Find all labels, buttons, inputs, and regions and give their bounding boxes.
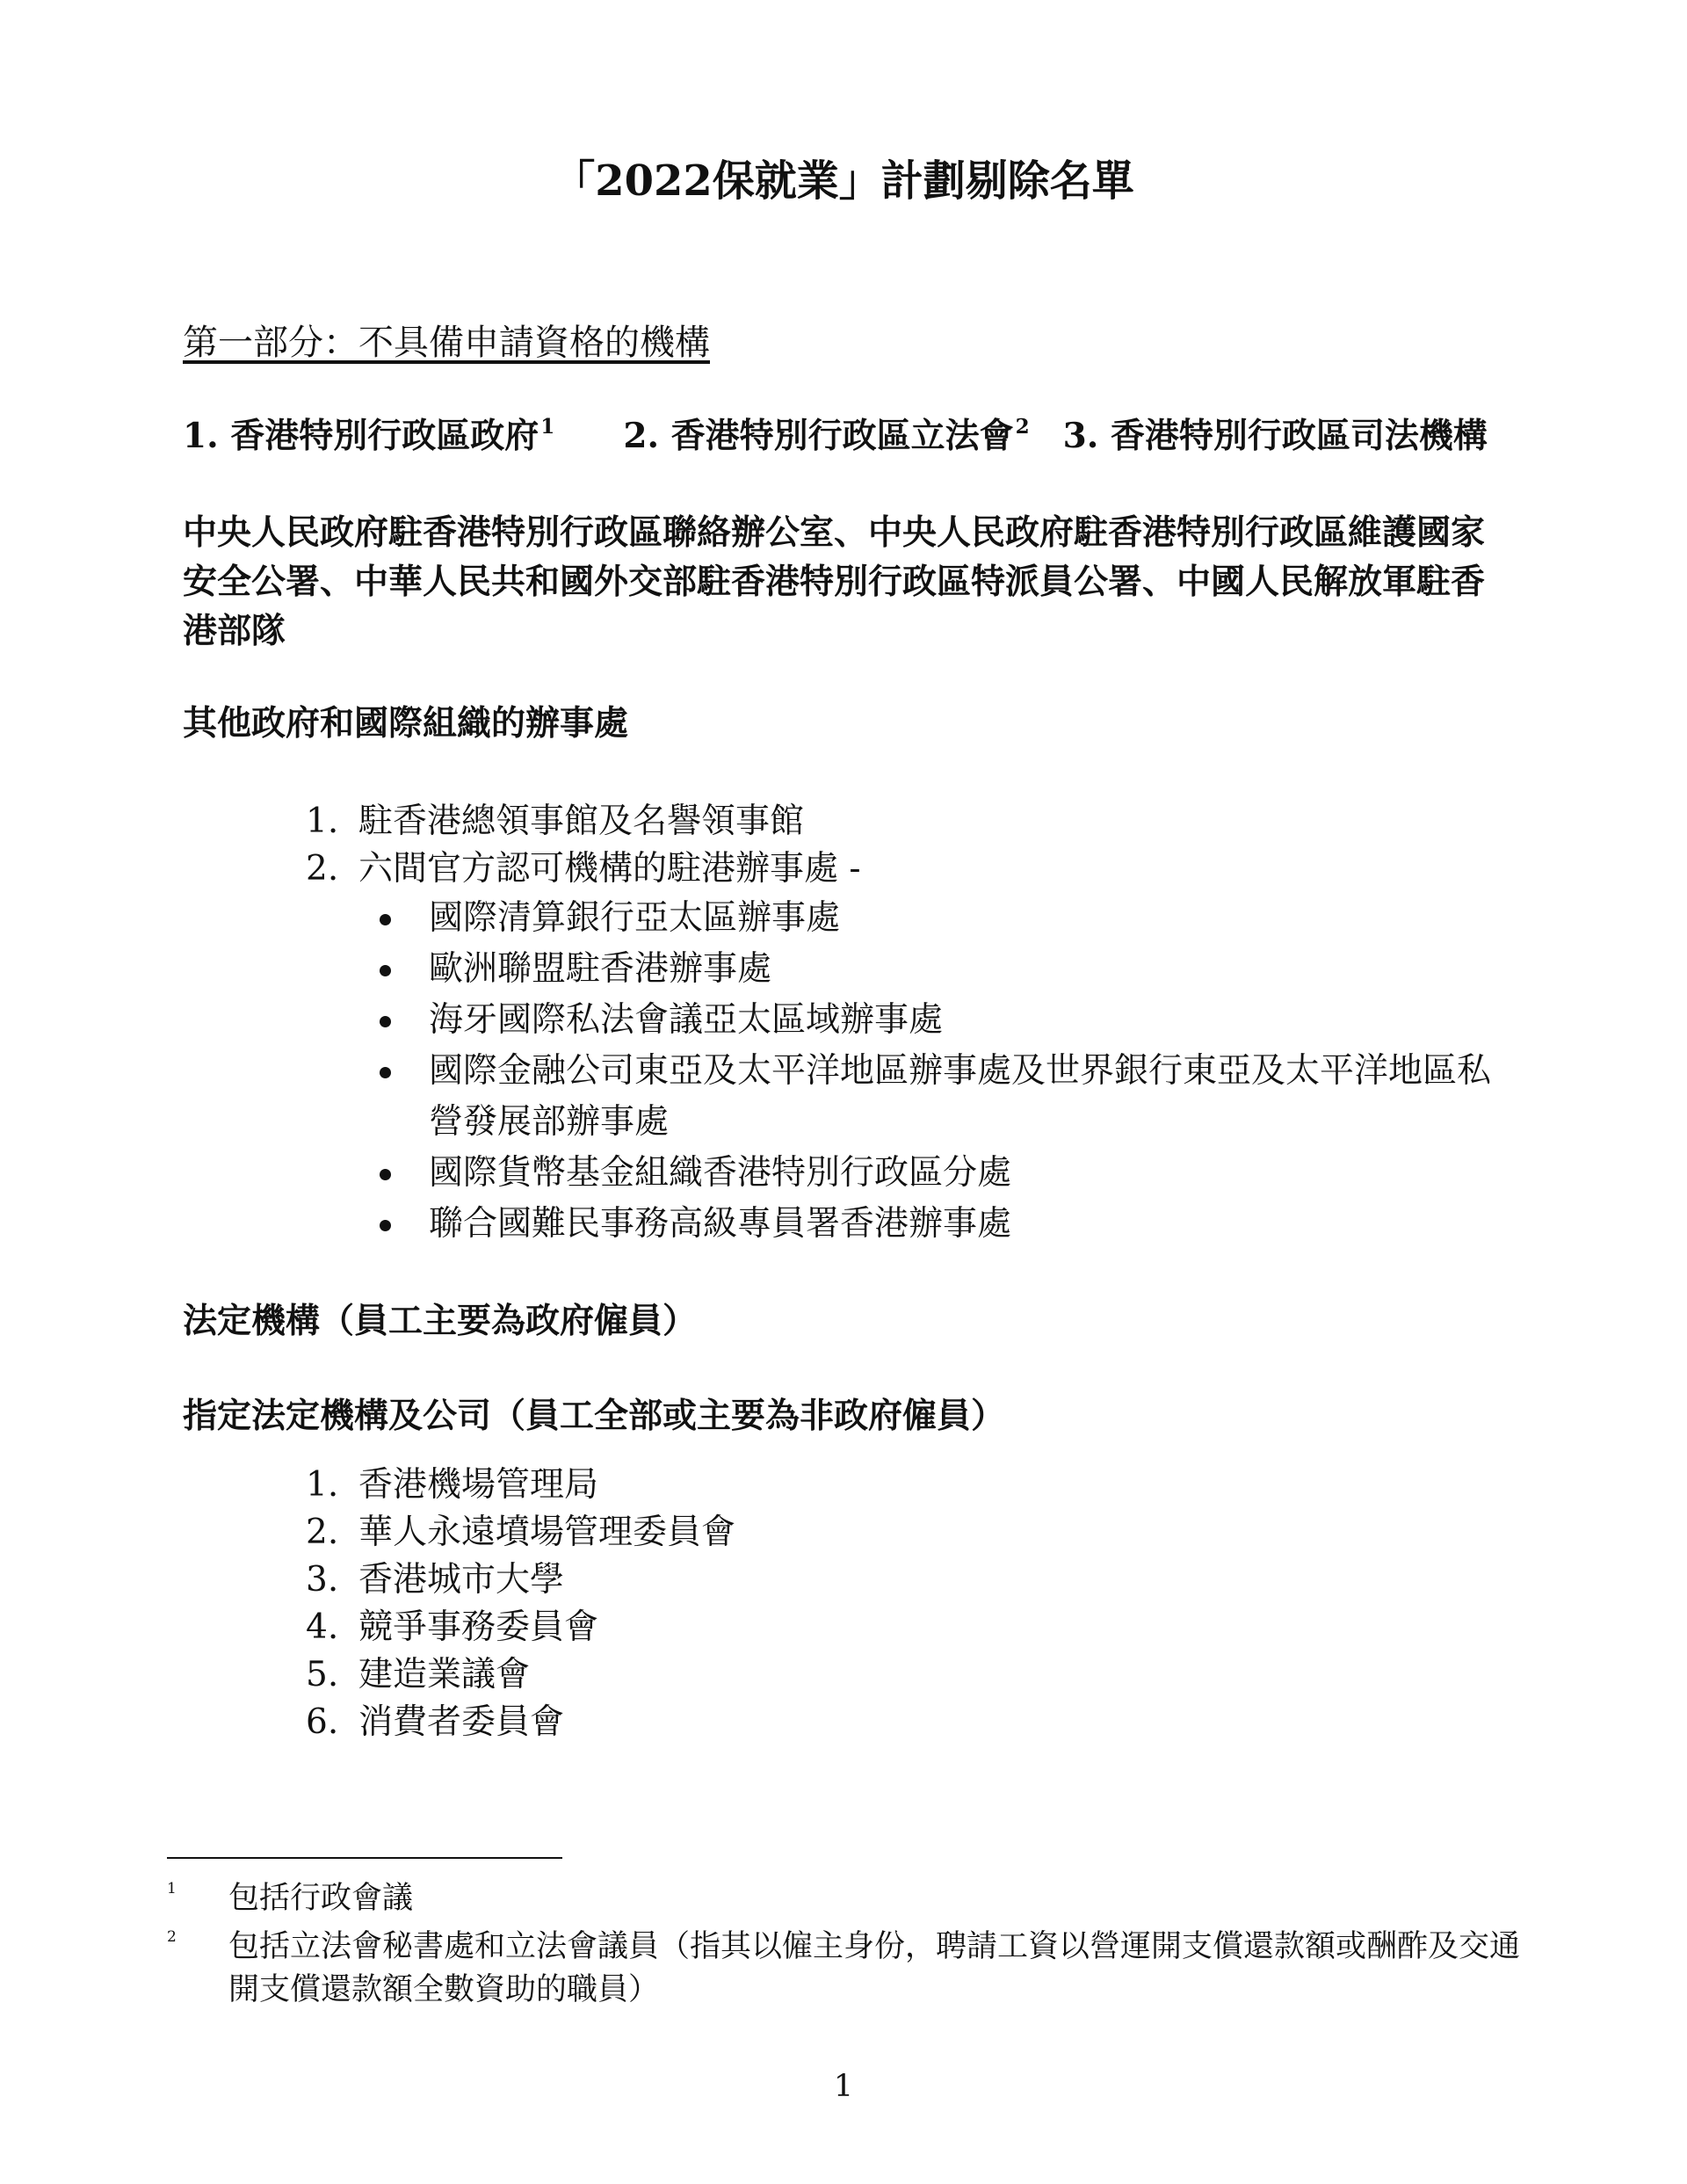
footnote-ref[interactable]: 2: [1015, 415, 1030, 439]
list-label: 六間官方認可機構的駐港辦事處 -: [358, 849, 861, 889]
list-item: [306, 1604, 735, 1651]
bullet-icon: [380, 1067, 391, 1078]
footnote-text: 包括立法會秘書處和立法會議員（指其以僱主身份，聘請工資以營運開支償還款額或酬酢及交通開支償還款額全數資助的職員）: [228, 1929, 1521, 2007]
part1-heading: 第一部分：不具備申請資格的機構: [183, 323, 710, 363]
list-label: 國際清算銀行亞太區辦事處: [429, 898, 841, 938]
list-label: 華人永遠墳場管理委員會: [358, 1513, 736, 1552]
list-label: 國際金融公司東亞及太平洋地區辦事處及世界銀行東亞及太平洋地區私營發展部辦事處: [429, 1051, 1492, 1142]
bullet-icon: [380, 1016, 391, 1027]
list-label: 歐洲聯盟駐香港辦事處: [429, 949, 772, 989]
list-number: 1.: [306, 1465, 339, 1505]
list-number: 3.: [306, 1560, 339, 1600]
list-label: 消費者委員會: [358, 1702, 565, 1742]
central-offices-paragraph: 中央人民政府駐香港特別行政區聯絡辦公室、中央人民政府駐香港特別行政區維護國家安全公署、中華人民共和國外交部駐香港特別行政區特派員公署、中國人民解放軍駐香港部隊: [183, 512, 1486, 651]
top-entities-line: [183, 411, 1518, 461]
designated-bodies-list: [306, 1462, 735, 1746]
entity-judiciary: [1063, 411, 1488, 461]
footnote: [167, 1877, 1538, 1920]
list-item: [306, 1556, 735, 1604]
document-title: 「2022保就業」計劃剔除名單: [553, 156, 1134, 206]
list-label: 國際貨幣基金組織香港特別行政區分處: [429, 1153, 1012, 1193]
bullet-icon: [380, 965, 391, 976]
page-number: 1: [833, 2069, 854, 2104]
entity-hksar-government: [183, 411, 554, 461]
list-item: [380, 1046, 1522, 1148]
recognized-offices-sublist: [380, 893, 1522, 1250]
list-item: [306, 798, 861, 845]
list-label: 建造業議會: [358, 1655, 531, 1694]
list-item: [380, 944, 1522, 995]
designated-bodies-heading: 指定法定機構及公司（員工全部或主要為非政府僱員）: [183, 1396, 1006, 1436]
list-item: [306, 1651, 735, 1699]
list-label: 香港機場管理局: [358, 1465, 599, 1505]
list-number: 2.: [306, 1513, 339, 1552]
other-offices-heading: 其他政府和國際組織的辦事處: [183, 703, 629, 744]
list-number: 4.: [306, 1607, 339, 1647]
list-number: 6.: [306, 1702, 339, 1742]
list-item: [380, 893, 1522, 944]
footnote-mark: 2: [167, 1928, 177, 1946]
list-number: 2.: [306, 849, 339, 889]
bullet-icon: [380, 1220, 391, 1231]
list-number: 5.: [306, 1655, 339, 1694]
entity-label: 3. 香港特別行政區司法機構: [1062, 416, 1488, 456]
footnote-divider: [167, 1857, 562, 1859]
entity-legislative-council: [623, 411, 1029, 461]
entity-label: 1. 香港特別行政區政府: [183, 416, 539, 456]
list-item: [380, 995, 1522, 1046]
list-label: 聯合國難民事務高級專員署香港辦事處: [429, 1204, 1012, 1244]
footnotes-section: [167, 1877, 1538, 2017]
footnote-text: 包括行政會議: [228, 1881, 414, 1916]
bullet-icon: [380, 1169, 391, 1180]
footnote-ref[interactable]: 1: [540, 415, 555, 439]
list-item: [306, 1509, 735, 1556]
footnote-mark: 1: [167, 1880, 177, 1897]
list-label: 競爭事務委員會: [358, 1607, 599, 1647]
list-label: 海牙國際私法會議亞太區域辦事處: [429, 1000, 944, 1040]
bullet-icon: [380, 914, 391, 925]
footnote: [167, 1926, 1538, 2012]
list-item: [306, 1699, 735, 1746]
statutory-bodies-heading: 法定機構（員工主要為政府僱員）: [183, 1301, 698, 1341]
entity-label: 2. 香港特別行政區立法會: [623, 416, 1014, 456]
other-offices-list: [306, 798, 861, 893]
list-number: 1.: [306, 802, 339, 841]
list-item: [380, 1199, 1522, 1250]
list-item: [306, 845, 861, 893]
list-item: [380, 1148, 1522, 1199]
list-item: [306, 1462, 735, 1509]
list-label: 駐香港總領事館及名譽領事館: [358, 802, 805, 841]
list-label: 香港城市大學: [358, 1560, 565, 1600]
